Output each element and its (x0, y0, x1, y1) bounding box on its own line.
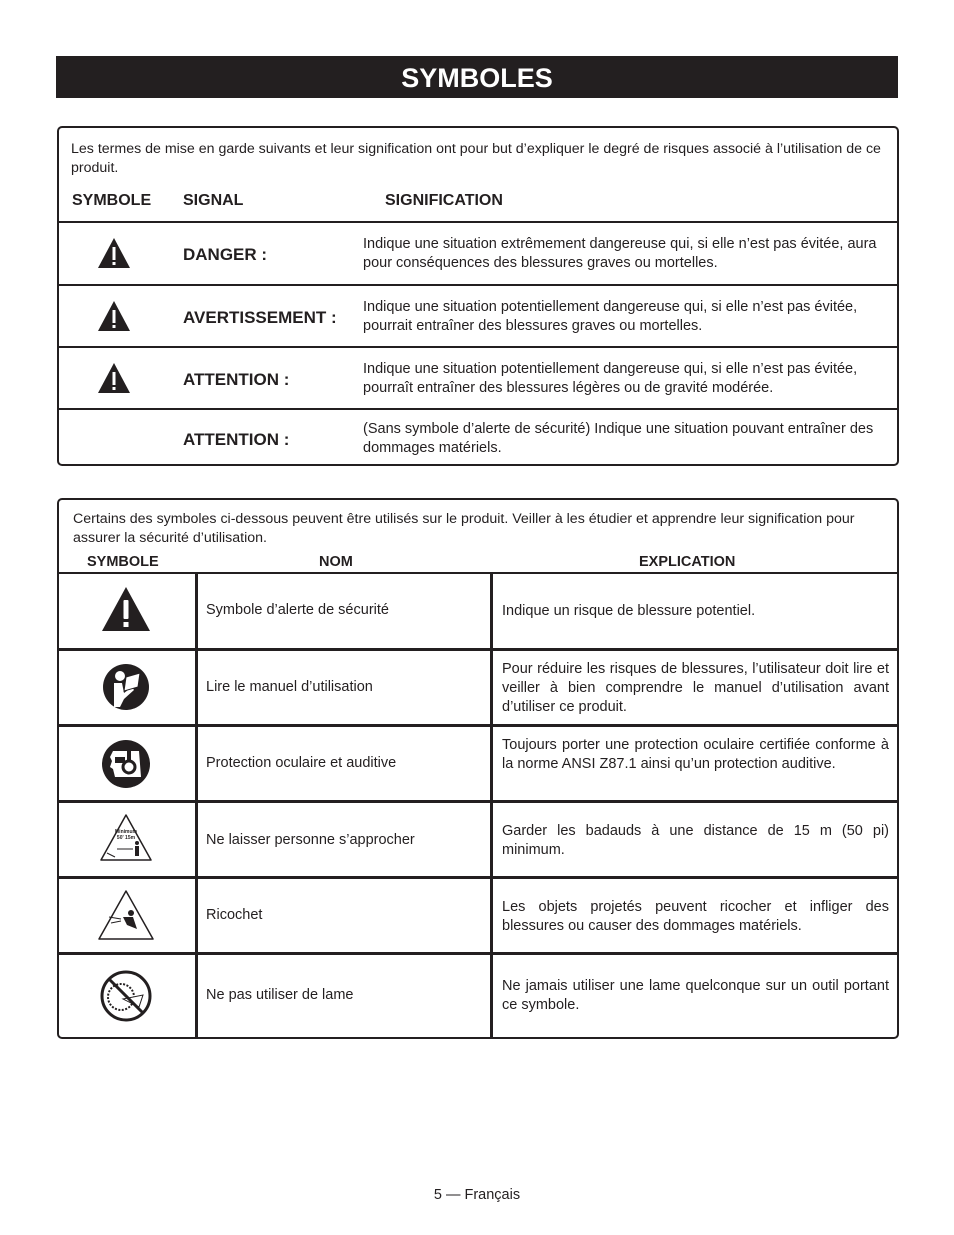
signal-label: DANGER : (183, 245, 268, 264)
header-symbol: SYMBOLE (72, 192, 152, 209)
header-symbol: SYMBOLE (87, 554, 159, 570)
symbols-intro: Certains des symboles ci-dessous peuvent être utilisés sur le produit. Veiller à les étudier et apprendre leur signification pour assurer la sécurité d’utilisation. (73, 511, 855, 546)
header-name: NOM (319, 554, 353, 570)
symbol-row (59, 879, 897, 952)
symbol-name: Lire le manuel d’utilisation (206, 679, 373, 695)
page-footer: 5 — Français (433, 1187, 521, 1203)
symbol-explanation: Garder les badauds à une distance de 15 m (50 pi) minimum. (502, 823, 889, 858)
symbol-explanation: Les objets projetés peuvent ricocher et infliger des blessures ou causer des dommages matériels. (502, 899, 889, 934)
signal-label: ATTENTION : (183, 370, 290, 389)
no-blade-icon (99, 969, 153, 1023)
page-title: SYMBOLES (56, 56, 898, 98)
eye-ear-protection-icon (101, 739, 151, 789)
signal-row-attention-no-symbol (59, 410, 897, 464)
symbol-explanation: Toujours porter une protection oculaire certifiée conforme à la norme ANSI Z87.1 ainsi qu’un protection auditive. (502, 737, 889, 772)
ricochet-icon (97, 889, 155, 941)
read-manual-icon (102, 663, 150, 711)
symbol-explanation: Ne jamais utiliser une lame quelconque sur un outil portant ce symbole. (502, 978, 889, 1013)
signal-row-danger (59, 223, 897, 284)
symbol-name: Ricochet (206, 907, 263, 923)
symbol-name: Ne laisser personne s’approcher (206, 832, 415, 848)
signal-intro: Les termes de mise en garde suivants et leur signification ont pour but d’expliquer le degré de risques associé à l’utilisation de ce produit. (71, 141, 881, 176)
keep-away-icon-text: Minimum 50' 15m (115, 829, 137, 841)
warning-triangle-icon (97, 300, 131, 332)
symbol-name: Symbole d’alerte de sécurité (206, 602, 389, 618)
signal-words-box (57, 126, 899, 466)
signal-row-avertissement (59, 286, 897, 346)
symbol-row (59, 727, 897, 800)
symbols-box (57, 498, 899, 1039)
warning-triangle-icon (97, 237, 131, 269)
symbol-row (59, 803, 897, 876)
symbol-row (59, 955, 897, 1037)
header-explanation: EXPLICATION (639, 554, 736, 570)
symbol-name: Protection oculaire et auditive (206, 755, 397, 771)
signal-meaning: Indique une situation potentiellement dangereuse qui, si elle n’est pas évitée, pourrait entraîner des blessures graves ou mortelles. (363, 299, 858, 334)
signal-label: ATTENTION : (183, 430, 290, 449)
safety-alert-icon (101, 586, 151, 632)
symbol-explanation: Pour réduire les risques de blessures, l’utilisateur doit lire et veiller à bien comprendre le manuel d’utilisation avant d’utiliser ce produit. (502, 661, 889, 715)
signal-meaning: Indique une situation potentiellement dangereuse qui, si elle n’est pas évitée, pourraît entraîner des blessures légères ou de gravité modérée. (363, 361, 858, 396)
signal-row-attention (59, 348, 897, 408)
header-signal: SIGNAL (183, 192, 244, 209)
warning-triangle-icon (97, 362, 131, 394)
signal-meaning: (Sans symbole d’alerte de sécurité) Indique une situation pouvant entraîner des dommages matériels. (363, 421, 874, 456)
symbol-row (59, 574, 897, 648)
signal-label: AVERTISSEMENT : (183, 308, 337, 327)
symbol-name: Ne pas utiliser de lame (206, 987, 354, 1003)
symbol-row (59, 651, 897, 724)
signal-meaning: Indique une situation extrêmement dangereuse qui, si elle n’est pas évitée, aura pour conséquences des blessures graves ou mortelles. (363, 236, 877, 271)
header-meaning: SIGNIFICATION (385, 192, 503, 209)
symbol-explanation: Indique un risque de blessure potentiel. (502, 603, 756, 619)
